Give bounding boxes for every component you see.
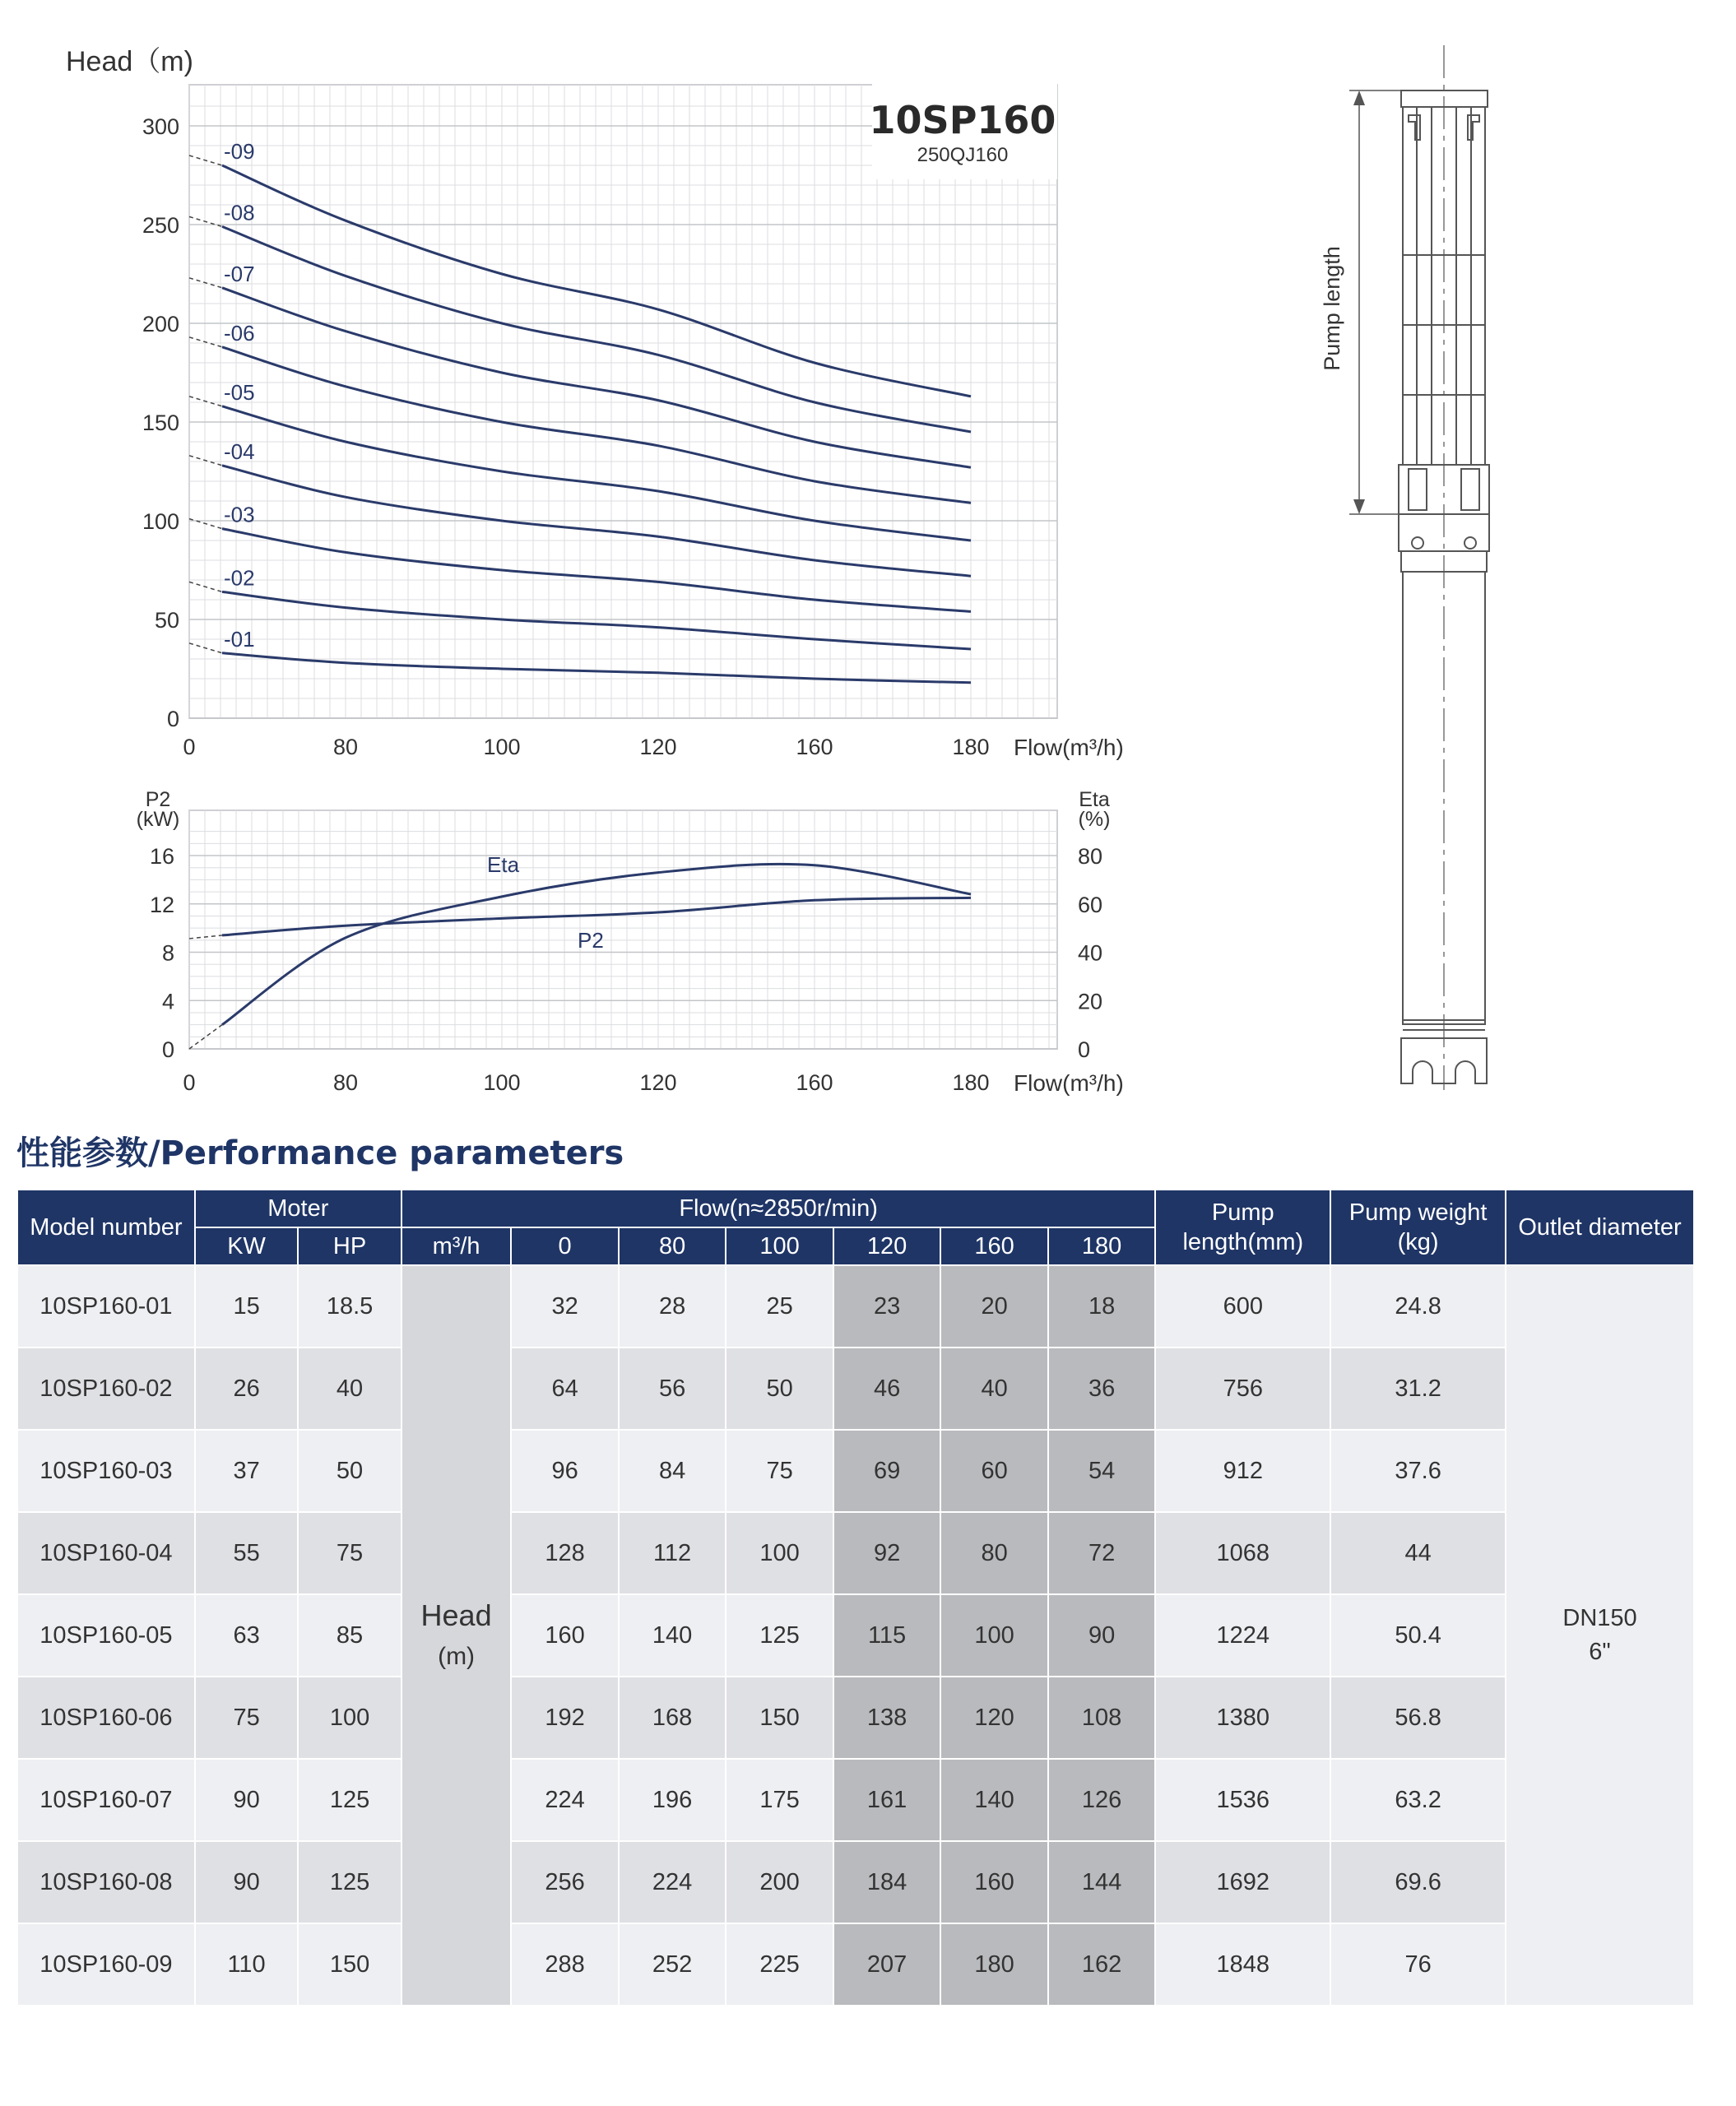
- cell-head: 36: [1048, 1348, 1156, 1430]
- cell-pump-weight: 44: [1330, 1512, 1506, 1594]
- series-label: -03: [224, 502, 255, 527]
- x-tick-label: 160: [796, 735, 833, 759]
- x-tick-label: 120: [639, 735, 677, 759]
- cell-model: 10SP160-07: [17, 1759, 195, 1841]
- cell-pump-weight: 69.6: [1330, 1841, 1506, 1923]
- cell-hp: 100: [298, 1677, 402, 1759]
- cell-pump-weight: 63.2: [1330, 1759, 1506, 1841]
- header-kw: KW: [195, 1227, 298, 1265]
- cell-head: 54: [1048, 1430, 1156, 1512]
- cell-head: 162: [1048, 1923, 1156, 2006]
- table-row: [17, 1348, 1694, 1430]
- cell-pump-weight: 37.6: [1330, 1430, 1506, 1512]
- cell-model: 10SP160-06: [17, 1677, 195, 1759]
- cell-head: 25: [726, 1265, 833, 1348]
- cell-head: 125: [726, 1594, 833, 1677]
- cell-pump-weight: 76: [1330, 1923, 1506, 2006]
- cell-head: 288: [511, 1923, 619, 2006]
- cell-head: 80: [940, 1512, 1048, 1594]
- series-label: -08: [224, 200, 255, 225]
- cell-pump-length: 1068: [1155, 1512, 1330, 1594]
- p2-axis-label: P2: [145, 788, 171, 811]
- performance-table: [16, 1189, 1695, 2006]
- p2-tick-label: 16: [149, 844, 174, 869]
- header-moter: Moter: [195, 1190, 402, 1227]
- table-row: [17, 1594, 1694, 1677]
- header-hp: HP: [298, 1227, 402, 1265]
- eta-axis-unit: (%): [1078, 808, 1111, 831]
- x-tick-label: 100: [483, 1070, 521, 1095]
- table-row: [17, 1430, 1694, 1512]
- cell-head: 184: [833, 1841, 941, 1923]
- eta-tick-label: 80: [1078, 844, 1103, 869]
- table-row: [17, 1759, 1694, 1841]
- cell-head: 90: [1048, 1594, 1156, 1677]
- header-flow-value: 180: [1048, 1227, 1156, 1265]
- head-chart-title: 10SP160: [869, 98, 1056, 142]
- cell-outlet-diameter: [1506, 1265, 1694, 2006]
- cell-head: 92: [833, 1512, 941, 1594]
- cell-pump-weight: 24.8: [1330, 1265, 1506, 1348]
- cell-head: 72: [1048, 1512, 1156, 1594]
- head-chart-subtitle: 250QJ160: [917, 144, 1009, 166]
- x-tick-label: 180: [952, 1070, 990, 1095]
- header-flow-value: 80: [619, 1227, 726, 1265]
- cell-head: 115: [833, 1594, 941, 1677]
- cell-head: 126: [1048, 1759, 1156, 1841]
- eta-axis-label: Eta: [1079, 788, 1110, 811]
- x-tick-label: 160: [796, 1070, 833, 1095]
- series-label: -01: [224, 626, 255, 652]
- cell-hp: 150: [298, 1923, 402, 2006]
- x-tick-label: 80: [332, 1070, 359, 1095]
- table-row: [17, 1265, 1694, 1348]
- p2-curve-label: P2: [578, 928, 604, 953]
- cell-head: 175: [726, 1759, 833, 1841]
- p2-tick-label: 4: [161, 989, 174, 1014]
- cell-head: 96: [511, 1430, 619, 1512]
- x-tick-label: 100: [483, 735, 521, 759]
- eta-tick-label: 60: [1078, 892, 1103, 917]
- p2-tick-label: 12: [149, 892, 174, 917]
- cell-head: 207: [833, 1923, 941, 2006]
- x-tick-label: 80: [332, 735, 359, 759]
- p2-tick-label: 0: [161, 1037, 174, 1062]
- y-tick-label: 250: [142, 213, 179, 238]
- cell-kw: 75: [195, 1677, 298, 1759]
- cell-kw: 15: [195, 1265, 298, 1348]
- y-tick-label: 200: [142, 312, 179, 336]
- eta-ticks: [1078, 844, 1102, 1062]
- cell-head: 200: [726, 1841, 833, 1923]
- cell-head: 180: [940, 1923, 1048, 2006]
- cell-head: 100: [940, 1594, 1048, 1677]
- cell-head: 128: [511, 1512, 619, 1594]
- y-tick-label: 50: [154, 608, 179, 633]
- cell-head: 140: [619, 1594, 726, 1677]
- cell-hp: 85: [298, 1594, 402, 1677]
- x-tick-label: 180: [952, 735, 990, 759]
- cell-hp: 125: [298, 1759, 402, 1841]
- cell-kw: 63: [195, 1594, 298, 1677]
- cell-pump-length: 1848: [1155, 1923, 1330, 2006]
- cell-pump-weight: 50.4: [1330, 1594, 1506, 1677]
- cell-kw: 37: [195, 1430, 298, 1512]
- header-outlet-diameter: Outlet diameter: [1506, 1190, 1694, 1265]
- eta-tick-label: 40: [1078, 940, 1103, 966]
- cell-head: 224: [511, 1759, 619, 1841]
- cell-head: 168: [619, 1677, 726, 1759]
- cell-head: 256: [511, 1841, 619, 1923]
- series-label: -07: [224, 261, 255, 286]
- header-flow-value: 120: [833, 1227, 941, 1265]
- head-y-ticks: [142, 114, 179, 731]
- table-row: [17, 1512, 1694, 1594]
- cell-hp: 125: [298, 1841, 402, 1923]
- head-label: Head: [420, 1598, 492, 1633]
- header-flow-value: 100: [726, 1227, 833, 1265]
- cell-kw: 90: [195, 1759, 298, 1841]
- cell-head: 75: [726, 1430, 833, 1512]
- header-flow: Flow(n≈2850r/min): [402, 1190, 1156, 1227]
- eta-tick-label: 20: [1078, 989, 1103, 1014]
- cell-head: 64: [511, 1348, 619, 1430]
- cell-hp: 75: [298, 1512, 402, 1594]
- table-row: [17, 1841, 1694, 1923]
- series-label: -02: [224, 565, 255, 591]
- cell-pump-length: 1380: [1155, 1677, 1330, 1759]
- pump-length-label: Pump length: [1320, 246, 1344, 371]
- pump-outline-drawing: [1349, 45, 1489, 1090]
- cell-pump-length: 1536: [1155, 1759, 1330, 1841]
- eta-tick-label: 0: [1078, 1037, 1091, 1062]
- cell-head: 161: [833, 1759, 941, 1841]
- y-tick-label: 150: [142, 411, 179, 435]
- series-label: -04: [224, 438, 255, 464]
- cell-head: 18: [1048, 1265, 1156, 1348]
- cell-head: 252: [619, 1923, 726, 2006]
- cell-kw: 90: [195, 1841, 298, 1923]
- series-label: -06: [224, 320, 255, 346]
- cell-head: 196: [619, 1759, 726, 1841]
- power-chart: [137, 788, 1124, 1096]
- y-tick-label: 0: [166, 707, 179, 731]
- cell-pump-length: 912: [1155, 1430, 1330, 1512]
- cell-head: 138: [833, 1677, 941, 1759]
- cell-pump-length: 1692: [1155, 1841, 1330, 1923]
- cell-head: 40: [940, 1348, 1048, 1430]
- header-flow-value: 160: [940, 1227, 1048, 1265]
- cell-head: 224: [619, 1841, 726, 1923]
- cell-kw: 26: [195, 1348, 298, 1430]
- cell-head: 46: [833, 1348, 941, 1430]
- power-chart-xlabel: Flow(m³/h): [1014, 1070, 1124, 1096]
- cell-head: 100: [726, 1512, 833, 1594]
- cell-pump-weight: 56.8: [1330, 1677, 1506, 1759]
- cell-model: 10SP160-01: [17, 1265, 195, 1348]
- cell-model: 10SP160-03: [17, 1430, 195, 1512]
- cell-pump-weight: 31.2: [1330, 1348, 1506, 1430]
- cell-hp: 50: [298, 1430, 402, 1512]
- cell-head: 140: [940, 1759, 1048, 1841]
- cell-head: 20: [940, 1265, 1048, 1348]
- cell-head: 60: [940, 1430, 1048, 1512]
- cell-head: 23: [833, 1265, 941, 1348]
- cell-pump-length: 600: [1155, 1265, 1330, 1348]
- table-row: [17, 1923, 1694, 2006]
- header-flow-unit: m³/h: [402, 1227, 512, 1265]
- cell-head: 160: [511, 1594, 619, 1677]
- cell-kw: 110: [195, 1923, 298, 2006]
- cell-head: 28: [619, 1265, 726, 1348]
- cell-head: 32: [511, 1265, 619, 1348]
- cell-hp: 18.5: [298, 1265, 402, 1348]
- cell-head: 150: [726, 1677, 833, 1759]
- head-chart-ylabel: Head（m): [66, 46, 193, 77]
- y-tick-label: 100: [142, 509, 179, 534]
- section-title: 性能参数/Performance parameters: [16, 1134, 624, 1172]
- cell-model: 10SP160-08: [17, 1841, 195, 1923]
- table-row: [17, 1677, 1694, 1759]
- head-chart-xlabel: Flow(m³/h): [1014, 735, 1124, 760]
- x-tick-label: 120: [639, 1070, 677, 1095]
- head-unit: (m): [438, 1643, 476, 1670]
- eta-curve-label: Eta: [487, 852, 520, 877]
- p2-ticks: [150, 844, 174, 1062]
- head-x-ticks: [183, 735, 989, 759]
- cell-head: 56: [619, 1348, 726, 1430]
- header-flow-value: 0: [511, 1227, 619, 1265]
- cell-pump-length: 756: [1155, 1348, 1330, 1430]
- cell-head: 50: [726, 1348, 833, 1430]
- x-tick-label: 0: [183, 735, 196, 759]
- cell-hp: 40: [298, 1348, 402, 1430]
- series-label: -09: [224, 139, 255, 164]
- cell-head-label: [402, 1265, 512, 2006]
- cell-model: 10SP160-04: [17, 1512, 195, 1594]
- cell-model: 10SP160-05: [17, 1594, 195, 1677]
- cell-model: 10SP160-09: [17, 1923, 195, 2006]
- header-model-number: Model number: [17, 1190, 195, 1265]
- outlet-value-inch: 6": [1589, 1639, 1611, 1665]
- y-tick-label: 300: [142, 114, 179, 139]
- cell-pump-length: 1224: [1155, 1594, 1330, 1677]
- power-x-ticks: [183, 1070, 989, 1095]
- cell-head: 69: [833, 1430, 941, 1512]
- x-tick-label: 0: [183, 1070, 196, 1095]
- cell-head: 225: [726, 1923, 833, 2006]
- cell-head: 144: [1048, 1841, 1156, 1923]
- cell-head: 120: [940, 1677, 1048, 1759]
- cell-model: 10SP160-02: [17, 1348, 195, 1430]
- cell-head: 84: [619, 1430, 726, 1512]
- cell-head: 192: [511, 1677, 619, 1759]
- cell-head: 160: [940, 1841, 1048, 1923]
- outlet-value: DN150: [1562, 1605, 1637, 1632]
- header-pump-weight: Pump weight (kg): [1330, 1190, 1506, 1265]
- series-label: -05: [224, 379, 255, 405]
- cell-head: 112: [619, 1512, 726, 1594]
- cell-head: 108: [1048, 1677, 1156, 1759]
- head-chart: [66, 46, 1124, 760]
- p2-tick-label: 8: [161, 940, 174, 966]
- header-pump-length: Pump length(mm): [1155, 1190, 1330, 1265]
- p2-axis-unit: (kW): [136, 808, 180, 831]
- cell-kw: 55: [195, 1512, 298, 1594]
